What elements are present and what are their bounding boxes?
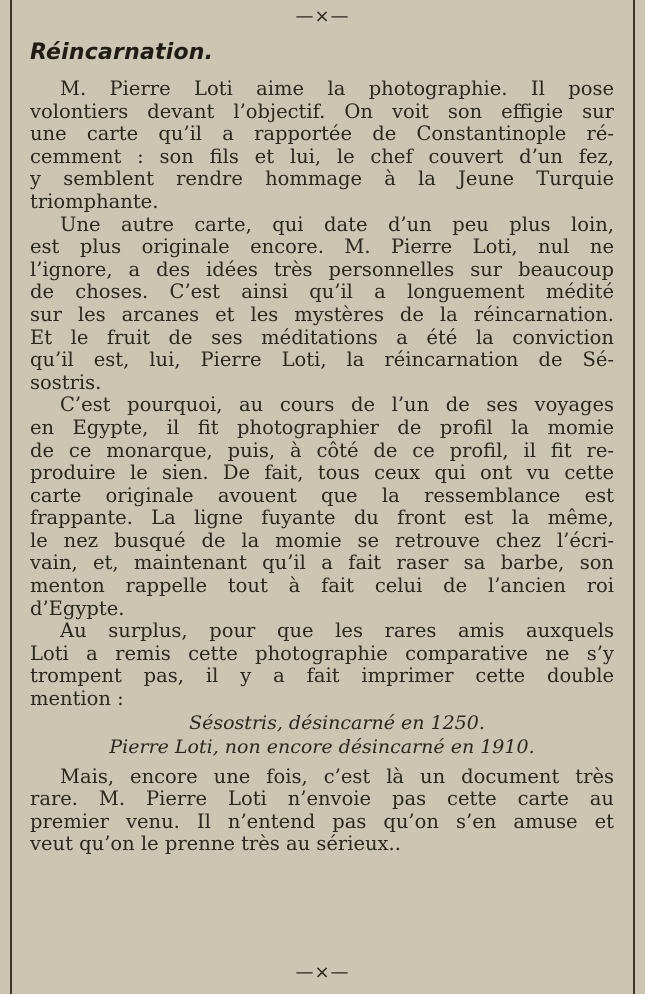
- text-line: de choses. C’est ainsi qu’il a longuement médité: [30, 281, 614, 304]
- paragraph-2: [30, 214, 614, 395]
- text-line: M. Pierre Loti aime la photographie. Il pose: [60, 78, 614, 100]
- bottom-separator: —×—: [295, 962, 350, 983]
- text-line: trompent pas, il y a fait imprimer cette double: [30, 665, 614, 688]
- article-title: Réincarnation.: [30, 40, 214, 65]
- top-separator: —×—: [295, 6, 350, 27]
- text-line: Une autre carte, qui date d’un peu plus loin,: [60, 213, 614, 236]
- text-line: Au surplus, pour que les rares amis auxquels: [60, 620, 614, 643]
- spacer: [30, 759, 614, 766]
- inscription-quote: [30, 711, 614, 759]
- paragraph-3: [30, 394, 614, 620]
- text-line: est plus originale encore. M. Pierre Loti, nul ne: [30, 236, 614, 259]
- article-body: [30, 78, 614, 856]
- text-line: produire le sien. De fait, tous ceux qui ont vu cette: [30, 462, 614, 485]
- text-line: y semblent rendre hommage à la Jeune Turquie: [30, 168, 614, 191]
- text-line: Loti a remis cette photographie comparative ne s’y: [30, 642, 614, 665]
- left-column-rule: [10, 0, 12, 994]
- text-line: veut qu’on le prenne très au sérieux..: [30, 833, 401, 856]
- text-line: de ce monarque, puis, à côté de ce profil, il fit re-: [30, 439, 614, 462]
- text-line: frappante. La ligne fuyante du front est la même,: [30, 507, 614, 530]
- paragraph-5: [30, 766, 614, 856]
- text-line: qu’il est, lui, Pierre Loti, la réincarnation de Sé-: [30, 349, 614, 372]
- text-line: cemment : son fils et lui, le chef couvert d’un fez,: [30, 145, 614, 168]
- paragraph-1: [30, 78, 614, 214]
- paragraph-4: [30, 620, 614, 710]
- text-line: Et le fruit de ses méditations a été la conviction: [30, 326, 614, 349]
- text-line: d’Egypte.: [30, 597, 125, 620]
- text-line: triomphante.: [30, 190, 159, 213]
- text-line: premier venu. Il n’entend pas qu’on s’en amuse et: [30, 810, 614, 833]
- text-line: mention :: [30, 688, 124, 711]
- text-line: en Egypte, il fit photographier de profil la momie: [30, 416, 614, 439]
- text-line: l’ignore, a des idées très personnelles sur beaucoup: [30, 258, 614, 281]
- text-line: C’est pourquoi, au cours de l’un de ses voyages: [60, 394, 614, 417]
- text-line: sostris.: [30, 371, 102, 394]
- quote-line: Sésostris, désincarné en 1250.: [189, 711, 485, 734]
- text-line: rare. M. Pierre Loti n’envoie pas cette carte au: [30, 788, 614, 811]
- right-column-rule: [633, 0, 635, 994]
- text-line: le nez busqué de la momie se retrouve chez l’écri-: [30, 529, 614, 552]
- text-line: vain, et, maintenant qu’il a fait raser sa barbe, son: [30, 552, 614, 575]
- text-line: volontiers devant l’objectif. On voit son effigie sur: [30, 100, 614, 123]
- text-line: carte originale avouent que la ressemblance est: [30, 484, 614, 507]
- quote-line: Pierre Loti, non encore désincarné en 1910.: [109, 735, 535, 758]
- text-line: Mais, encore une fois, c’est là un document très: [60, 765, 614, 788]
- text-line: sur les arcanes et les mystères de la réincarnation.: [30, 303, 614, 326]
- text-line: menton rappelle tout à fait celui de l’ancien roi: [30, 575, 614, 598]
- text-line: une carte qu’il a rapportée de Constantinople ré-: [30, 123, 614, 146]
